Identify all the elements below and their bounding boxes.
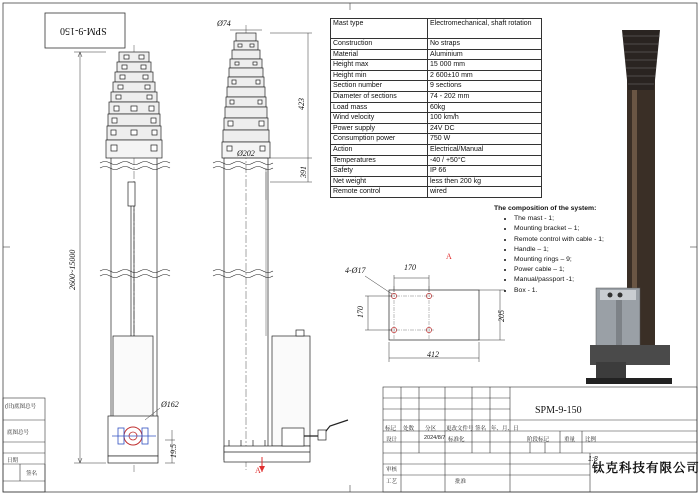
composition-title: The composition of the system: bbox=[494, 205, 597, 212]
tb-craft: 工艺 bbox=[386, 479, 398, 485]
spec-key: Temperatures bbox=[331, 155, 428, 166]
spec-value: 74 - 202 mm bbox=[428, 91, 542, 102]
dim-391: 391 bbox=[299, 166, 308, 178]
spec-value: 2 600±10 mm bbox=[428, 70, 542, 81]
spec-row bbox=[331, 102, 542, 113]
spec-value: 9 sections bbox=[428, 81, 542, 92]
composition-item: • Box - 1. bbox=[514, 286, 604, 296]
tb-weight: 重量 bbox=[564, 437, 576, 443]
spec-key: Height max bbox=[331, 60, 428, 71]
spec-value: -40 / +50°C bbox=[428, 155, 542, 166]
composition-item: • Remote control with cable - 1; bbox=[514, 235, 604, 245]
composition-item: • The mast - 1; bbox=[514, 214, 604, 224]
dim-2600-15000: 2600~15000 bbox=[68, 249, 77, 290]
tb-stage: 阶段标记 bbox=[527, 437, 550, 443]
spec-key: Power supply bbox=[331, 123, 428, 134]
mounting-plate-view bbox=[389, 286, 479, 340]
dim-412: 412 bbox=[427, 350, 439, 359]
spec-row bbox=[331, 81, 542, 92]
tb-h-zone: 分区 bbox=[425, 426, 437, 432]
dim-170-top: 170 bbox=[404, 263, 416, 272]
spec-value: 15 000 mm bbox=[428, 60, 542, 71]
tb-sign: 签名 bbox=[26, 471, 38, 477]
spec-value: No straps bbox=[428, 39, 542, 50]
tb-review: 审核 bbox=[386, 467, 398, 473]
spec-row bbox=[331, 155, 542, 166]
spec-row bbox=[331, 187, 542, 198]
spec-value: less then 200 kg bbox=[428, 176, 542, 187]
tb-approve: 批准 bbox=[455, 479, 467, 485]
spec-table bbox=[330, 18, 542, 198]
tb-scale-value: 1:8 bbox=[588, 456, 598, 463]
spec-key: Remote control bbox=[331, 187, 428, 198]
tb-design: 设计 bbox=[386, 437, 398, 443]
spec-row bbox=[331, 166, 542, 177]
drawing-code: SPM-9-150 bbox=[535, 405, 582, 416]
dim-205: 205 bbox=[497, 310, 506, 322]
drawing-code-rotated: SPM-9-150 bbox=[60, 25, 107, 36]
mast-front-view bbox=[100, 45, 170, 472]
spec-value: 750 W bbox=[428, 134, 542, 145]
tb-design-date: 2024/8/7 bbox=[424, 435, 446, 441]
spec-key: Consumption power bbox=[331, 134, 428, 145]
spec-row bbox=[331, 134, 542, 145]
tb-date: 日期 bbox=[7, 458, 19, 464]
mast-side-view bbox=[213, 25, 348, 470]
composition-item: • Power cable – 1; bbox=[514, 265, 604, 275]
spec-row bbox=[331, 49, 542, 60]
tb-h-change: 更改文件号 bbox=[446, 426, 474, 432]
tb-h-mark: 标记 bbox=[385, 426, 397, 432]
spec-key: Diameter of sections bbox=[331, 91, 428, 102]
spec-row bbox=[331, 123, 542, 134]
spec-key: Safety bbox=[331, 166, 428, 177]
spec-row bbox=[331, 144, 542, 155]
tb-base-no: 底图总号 bbox=[7, 430, 30, 436]
dim-4x17: 4-Ø17 bbox=[345, 266, 366, 275]
dim-d162: Ø162 bbox=[161, 400, 179, 409]
spec-value: 24V DC bbox=[428, 123, 542, 134]
composition-item: • Mounting rings – 9; bbox=[514, 255, 604, 265]
spec-value: Electromechanical, shaft rotation bbox=[428, 19, 542, 39]
spec-value: 60kg bbox=[428, 102, 542, 113]
company-name: 钛克科技有限公司 bbox=[592, 460, 700, 475]
tb-h-count: 处数 bbox=[403, 426, 415, 432]
composition-item: • Mounting bracket – 1; bbox=[514, 224, 604, 234]
spec-row bbox=[331, 70, 542, 81]
tb-standardize: 标准化 bbox=[448, 437, 465, 443]
spec-row bbox=[331, 19, 542, 39]
composition-item: • Handle – 1; bbox=[514, 245, 604, 255]
spec-value: IP 66 bbox=[428, 166, 542, 177]
section-a-label: A bbox=[446, 252, 452, 261]
spec-row bbox=[331, 176, 542, 187]
spec-key: Wind velocity bbox=[331, 113, 428, 124]
dim-d74: Ø74 bbox=[217, 19, 231, 28]
dim-423: 423 bbox=[297, 98, 306, 110]
spec-value: wired bbox=[428, 187, 542, 198]
spec-value: Electrical/Manual bbox=[428, 144, 542, 155]
spec-value: 100 km/h bbox=[428, 113, 542, 124]
tb-old-base-no: (旧)底图总号 bbox=[5, 404, 37, 410]
spec-key: Section number bbox=[331, 81, 428, 92]
spec-key: Material bbox=[331, 49, 428, 60]
view-a-label: A bbox=[255, 466, 261, 475]
spec-key: Construction bbox=[331, 39, 428, 50]
composition-list bbox=[494, 204, 604, 296]
spec-row bbox=[331, 39, 542, 50]
spec-row bbox=[331, 91, 542, 102]
spec-key: Load mass bbox=[331, 102, 428, 113]
tb-h-date: 年、月、日 bbox=[491, 426, 519, 432]
spec-key: Mast type bbox=[331, 19, 428, 39]
spec-row bbox=[331, 113, 542, 124]
composition-item: • Manual/passport -1; bbox=[514, 275, 604, 285]
spec-key: Action bbox=[331, 144, 428, 155]
tb-scale: 比例 bbox=[585, 437, 597, 443]
tb-h-sign: 签名 bbox=[475, 426, 487, 432]
spec-key: Height min bbox=[331, 70, 428, 81]
spec-row bbox=[331, 60, 542, 71]
spec-key: Net weight bbox=[331, 176, 428, 187]
dim-170-left: 170 bbox=[356, 306, 365, 318]
dim-d202: Ø202 bbox=[237, 149, 255, 158]
spec-value: Aluminium bbox=[428, 49, 542, 60]
dim-19-5: 19.5 bbox=[169, 444, 178, 458]
